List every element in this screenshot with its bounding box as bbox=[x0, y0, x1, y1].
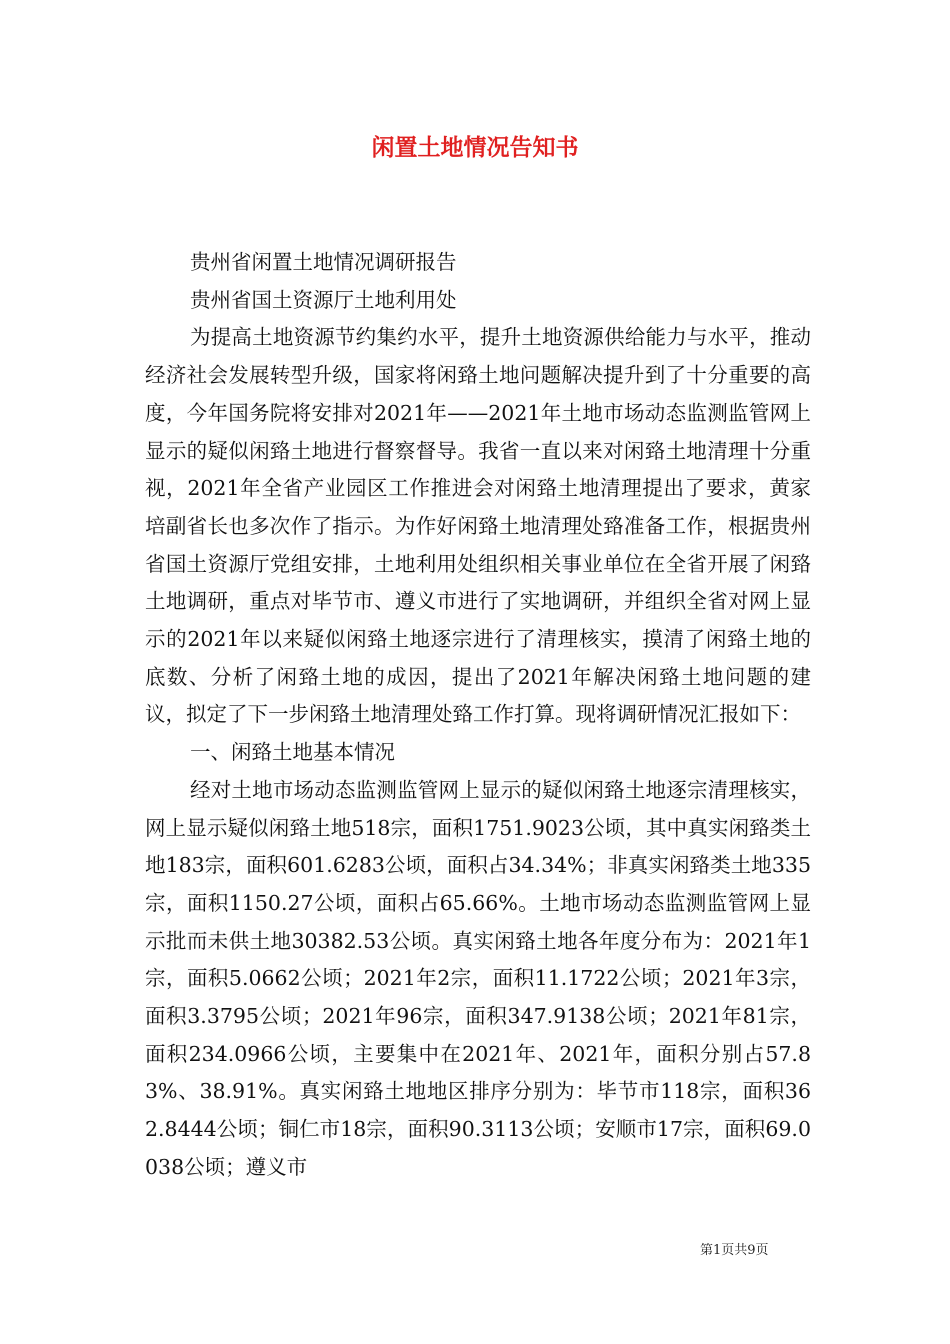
section-heading-basic-situation: 一、闲臵土地基本情况 bbox=[190, 740, 395, 765]
paragraph-report-title: 贵州省闲置土地情况调研报告 bbox=[190, 250, 457, 274]
document-title: 闲置土地情况告知书 bbox=[371, 134, 579, 161]
paragraph-introduction: 为提高土地资源节约集约水平，提升土地资源供给能力与水平，推动经济社会发展转型升级，国家将闲臵土地问题解决提升到了十分重要的高度，今年国务院将安排对2021年——2021年土地市场动态监测监管网上显示的疑似闲臵土地进行督察督导。我省一直以来对闲臵土地清理十分重视，2021年全省产业园区工作推进会对闲臵土地清理提出了要求，黄家培副省长也多次作了指示。为作好闲臵土地清理处臵准备工作，根据贵州省国土资源厅党组安排，土地利用处组织相关事业单位在全省开展了闲臵土地调研，重点对毕节市、遵义市进行了实地调研，并组织全省对网上显示的2021年以来疑似闲臵土地逐宗进行了清理核实，摸清了闲臵土地的底数、分析了闲臵土地的成因，提出了2021年解决闲臵土地问题的建议，拟定了下一步闲臵土地清理处臵工作打算。现将调研情况汇报如下： bbox=[145, 325, 811, 727]
page-number: 第1页共9页 bbox=[700, 1243, 769, 1258]
paragraph-department: 贵州省国土资源厅土地利用处 bbox=[190, 287, 457, 312]
document-body bbox=[145, 244, 811, 1187]
paragraph-basic-situation: 经对土地市场动态监测监管网上显示的疑似闲臵土地逐宗清理核实，网上显示疑似闲臵土地518宗，面积1751.9023公顷，其中真实闲臵类土地183宗，面积601.6283公顷，面积占34.34%；非真实闲臵类土地335宗，面积1150.27公顷，面积占65.66%。土地市场动态监测监管网上显示批而未供土地30382.53公顷。真实闲臵土地各年度分布为：2021年1宗，面积5.0662公顷；2021年2宗，面积11.1722公顷；2021年3宗，面积3.3795公顷；2021年96宗，面积347.9138公顷；2021年81宗，面积234.0966公顷，主要集中在2021年、2021年，面积分别占57.83%、38.91%。真实闲臵土地地区排序分别为：毕节市118宗，面积362.8444公顷；铜仁市18宗，面积90.3113公顷；安顺市17宗，面积69.0038公顷；遵义市 bbox=[145, 777, 811, 1179]
